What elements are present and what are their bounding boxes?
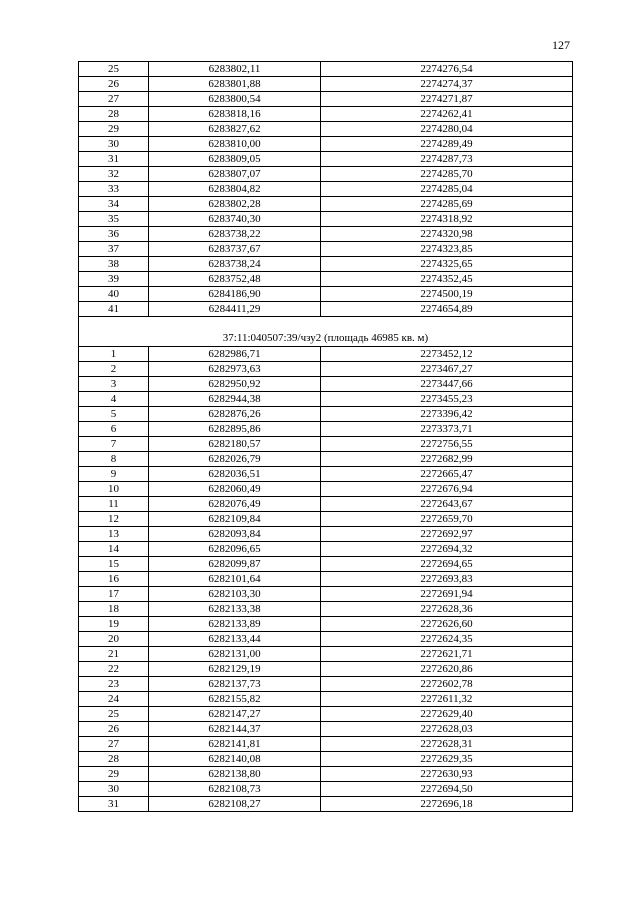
point-number-cell: 30: [79, 137, 149, 152]
table-row: [79, 707, 573, 722]
table-row: [79, 272, 573, 287]
y-coordinate-cell: 2274289,49: [321, 137, 573, 152]
point-number-cell: 14: [79, 542, 149, 557]
y-coordinate-cell: 2273447,66: [321, 377, 573, 392]
x-coordinate-cell: 6282137,73: [149, 677, 321, 692]
x-coordinate-cell: 6282141,81: [149, 737, 321, 752]
y-coordinate-cell: 2274274,37: [321, 77, 573, 92]
x-coordinate-cell: 6283752,48: [149, 272, 321, 287]
point-number-cell: 15: [79, 557, 149, 572]
x-coordinate-cell: 6283738,24: [149, 257, 321, 272]
point-number-cell: 28: [79, 752, 149, 767]
table-row: [79, 602, 573, 617]
x-coordinate-cell: 6282876,26: [149, 407, 321, 422]
table-row: [79, 347, 573, 362]
y-coordinate-cell: 2272694,65: [321, 557, 573, 572]
y-coordinate-cell: 2272665,47: [321, 467, 573, 482]
point-number-cell: 36: [79, 227, 149, 242]
table-row: [79, 407, 573, 422]
x-coordinate-cell: 6282103,30: [149, 587, 321, 602]
table-row: [79, 437, 573, 452]
x-coordinate-cell: 6283801,88: [149, 77, 321, 92]
point-number-cell: 31: [79, 152, 149, 167]
x-coordinate-cell: 6282944,38: [149, 392, 321, 407]
x-coordinate-cell: 6282144,37: [149, 722, 321, 737]
page-number: 127: [552, 38, 570, 52]
x-coordinate-cell: 6283737,67: [149, 242, 321, 257]
x-coordinate-cell: 6283802,11: [149, 62, 321, 77]
y-coordinate-cell: 2274325,65: [321, 257, 573, 272]
point-number-cell: 7: [79, 437, 149, 452]
table-row: [79, 197, 573, 212]
point-number-cell: 5: [79, 407, 149, 422]
point-number-cell: 4: [79, 392, 149, 407]
y-coordinate-cell: 2272696,18: [321, 797, 573, 812]
point-number-cell: 24: [79, 692, 149, 707]
x-coordinate-cell: 6283809,05: [149, 152, 321, 167]
x-coordinate-cell: 6284186,90: [149, 287, 321, 302]
point-number-cell: 33: [79, 182, 149, 197]
y-coordinate-cell: 2272682,99: [321, 452, 573, 467]
table-row: [79, 632, 573, 647]
point-number-cell: 19: [79, 617, 149, 632]
point-number-cell: 1: [79, 347, 149, 362]
x-coordinate-cell: 6282109,84: [149, 512, 321, 527]
y-coordinate-cell: 2274500,19: [321, 287, 573, 302]
y-coordinate-cell: 2272602,78: [321, 677, 573, 692]
y-coordinate-cell: 2273455,23: [321, 392, 573, 407]
table-row: [79, 512, 573, 527]
table-row: [79, 452, 573, 467]
point-number-cell: 10: [79, 482, 149, 497]
section-row: [79, 317, 573, 347]
point-number-cell: 6: [79, 422, 149, 437]
x-coordinate-cell: 6283827,62: [149, 122, 321, 137]
point-number-cell: 17: [79, 587, 149, 602]
y-coordinate-cell: 2274271,87: [321, 92, 573, 107]
table-row: [79, 62, 573, 77]
point-number-cell: 29: [79, 767, 149, 782]
x-coordinate-cell: 6282099,87: [149, 557, 321, 572]
point-number-cell: 12: [79, 512, 149, 527]
x-coordinate-cell: 6283800,54: [149, 92, 321, 107]
y-coordinate-cell: 2272620,86: [321, 662, 573, 677]
table-row: [79, 662, 573, 677]
table-row: [79, 242, 573, 257]
point-number-cell: 3: [79, 377, 149, 392]
table-row: [79, 227, 573, 242]
y-coordinate-cell: 2272694,50: [321, 782, 573, 797]
x-coordinate-cell: 6282986,71: [149, 347, 321, 362]
table-row: [79, 542, 573, 557]
y-coordinate-cell: 2272630,93: [321, 767, 573, 782]
y-coordinate-cell: 2273452,12: [321, 347, 573, 362]
x-coordinate-cell: 6282101,64: [149, 572, 321, 587]
table-row: [79, 752, 573, 767]
x-coordinate-cell: 6282180,57: [149, 437, 321, 452]
x-coordinate-cell: 6283740,30: [149, 212, 321, 227]
y-coordinate-cell: 2273396,42: [321, 407, 573, 422]
table-row: [79, 377, 573, 392]
y-coordinate-cell: 2274280,04: [321, 122, 573, 137]
table-row: [79, 287, 573, 302]
point-number-cell: 28: [79, 107, 149, 122]
y-coordinate-cell: 2272691,94: [321, 587, 573, 602]
x-coordinate-cell: 6282036,51: [149, 467, 321, 482]
point-number-cell: 30: [79, 782, 149, 797]
x-coordinate-cell: 6282131,00: [149, 647, 321, 662]
table-row: [79, 782, 573, 797]
point-number-cell: 34: [79, 197, 149, 212]
x-coordinate-cell: 6284411,29: [149, 302, 321, 317]
y-coordinate-cell: 2274320,98: [321, 227, 573, 242]
x-coordinate-cell: 6282093,84: [149, 527, 321, 542]
point-number-cell: 27: [79, 92, 149, 107]
x-coordinate-cell: 6282147,27: [149, 707, 321, 722]
coordinates-table: [78, 61, 573, 812]
table-row: [79, 797, 573, 812]
section-title: 37:11:040507:39/чзу2 (площадь 46985 кв. м): [79, 317, 573, 347]
x-coordinate-cell: 6282129,19: [149, 662, 321, 677]
y-coordinate-cell: 2272628,36: [321, 602, 573, 617]
table-row: [79, 557, 573, 572]
point-number-cell: 35: [79, 212, 149, 227]
x-coordinate-cell: 6282950,92: [149, 377, 321, 392]
table-row: [79, 467, 573, 482]
y-coordinate-cell: 2274287,73: [321, 152, 573, 167]
table-row: [79, 122, 573, 137]
point-number-cell: 8: [79, 452, 149, 467]
table-row: [79, 182, 573, 197]
point-number-cell: 32: [79, 167, 149, 182]
x-coordinate-cell: 6283802,28: [149, 197, 321, 212]
y-coordinate-cell: 2274276,54: [321, 62, 573, 77]
table-body-before: [79, 62, 573, 317]
y-coordinate-cell: 2274323,85: [321, 242, 573, 257]
point-number-cell: 13: [79, 527, 149, 542]
x-coordinate-cell: 6282155,82: [149, 692, 321, 707]
table-body-after: [79, 347, 573, 812]
table-section: [79, 317, 573, 347]
point-number-cell: 26: [79, 77, 149, 92]
point-number-cell: 16: [79, 572, 149, 587]
y-coordinate-cell: 2272694,32: [321, 542, 573, 557]
x-coordinate-cell: 6282060,49: [149, 482, 321, 497]
x-coordinate-cell: 6283804,82: [149, 182, 321, 197]
x-coordinate-cell: 6283818,16: [149, 107, 321, 122]
table-row: [79, 527, 573, 542]
table-row: [79, 92, 573, 107]
point-number-cell: 9: [79, 467, 149, 482]
table-row: [79, 137, 573, 152]
table-row: [79, 77, 573, 92]
x-coordinate-cell: 6283807,07: [149, 167, 321, 182]
table-row: [79, 302, 573, 317]
y-coordinate-cell: 2272628,31: [321, 737, 573, 752]
x-coordinate-cell: 6282140,08: [149, 752, 321, 767]
table-row: [79, 647, 573, 662]
point-number-cell: 22: [79, 662, 149, 677]
x-coordinate-cell: 6283810,00: [149, 137, 321, 152]
table-row: [79, 257, 573, 272]
y-coordinate-cell: 2274285,69: [321, 197, 573, 212]
y-coordinate-cell: 2272692,97: [321, 527, 573, 542]
table-row: [79, 167, 573, 182]
point-number-cell: 37: [79, 242, 149, 257]
table-row: [79, 212, 573, 227]
table-row: [79, 737, 573, 752]
y-coordinate-cell: 2272629,40: [321, 707, 573, 722]
y-coordinate-cell: 2272629,35: [321, 752, 573, 767]
point-number-cell: 26: [79, 722, 149, 737]
table-row: [79, 362, 573, 377]
y-coordinate-cell: 2274285,04: [321, 182, 573, 197]
table-row: [79, 722, 573, 737]
y-coordinate-cell: 2274318,92: [321, 212, 573, 227]
x-coordinate-cell: 6282973,63: [149, 362, 321, 377]
point-number-cell: 25: [79, 707, 149, 722]
table-row: [79, 677, 573, 692]
table-row: [79, 587, 573, 602]
point-number-cell: 25: [79, 62, 149, 77]
y-coordinate-cell: 2274654,89: [321, 302, 573, 317]
x-coordinate-cell: 6282133,89: [149, 617, 321, 632]
point-number-cell: 31: [79, 797, 149, 812]
y-coordinate-cell: 2272628,03: [321, 722, 573, 737]
x-coordinate-cell: 6282133,44: [149, 632, 321, 647]
y-coordinate-cell: 2274352,45: [321, 272, 573, 287]
point-number-cell: 41: [79, 302, 149, 317]
y-coordinate-cell: 2272676,94: [321, 482, 573, 497]
x-coordinate-cell: 6282138,80: [149, 767, 321, 782]
point-number-cell: 23: [79, 677, 149, 692]
y-coordinate-cell: 2272624,35: [321, 632, 573, 647]
y-coordinate-cell: 2273373,71: [321, 422, 573, 437]
y-coordinate-cell: 2273467,27: [321, 362, 573, 377]
table-row: [79, 617, 573, 632]
y-coordinate-cell: 2272756,55: [321, 437, 573, 452]
point-number-cell: 27: [79, 737, 149, 752]
point-number-cell: 29: [79, 122, 149, 137]
y-coordinate-cell: 2274285,70: [321, 167, 573, 182]
y-coordinate-cell: 2272643,67: [321, 497, 573, 512]
table-row: [79, 767, 573, 782]
table-row: [79, 497, 573, 512]
table-row: [79, 392, 573, 407]
y-coordinate-cell: 2272621,71: [321, 647, 573, 662]
table-row: [79, 692, 573, 707]
y-coordinate-cell: 2272693,83: [321, 572, 573, 587]
point-number-cell: 40: [79, 287, 149, 302]
y-coordinate-cell: 2272611,32: [321, 692, 573, 707]
table-row: [79, 107, 573, 122]
table-row: [79, 572, 573, 587]
point-number-cell: 38: [79, 257, 149, 272]
y-coordinate-cell: 2272626,60: [321, 617, 573, 632]
x-coordinate-cell: 6282096,65: [149, 542, 321, 557]
x-coordinate-cell: 6282026,79: [149, 452, 321, 467]
x-coordinate-cell: 6282076,49: [149, 497, 321, 512]
y-coordinate-cell: 2272659,70: [321, 512, 573, 527]
point-number-cell: 39: [79, 272, 149, 287]
point-number-cell: 2: [79, 362, 149, 377]
x-coordinate-cell: 6282133,38: [149, 602, 321, 617]
x-coordinate-cell: 6282108,27: [149, 797, 321, 812]
point-number-cell: 18: [79, 602, 149, 617]
x-coordinate-cell: 6282108,73: [149, 782, 321, 797]
x-coordinate-cell: 6283738,22: [149, 227, 321, 242]
point-number-cell: 21: [79, 647, 149, 662]
point-number-cell: 11: [79, 497, 149, 512]
x-coordinate-cell: 6282895,86: [149, 422, 321, 437]
point-number-cell: 20: [79, 632, 149, 647]
table-row: [79, 422, 573, 437]
y-coordinate-cell: 2274262,41: [321, 107, 573, 122]
table-row: [79, 152, 573, 167]
table-row: [79, 482, 573, 497]
